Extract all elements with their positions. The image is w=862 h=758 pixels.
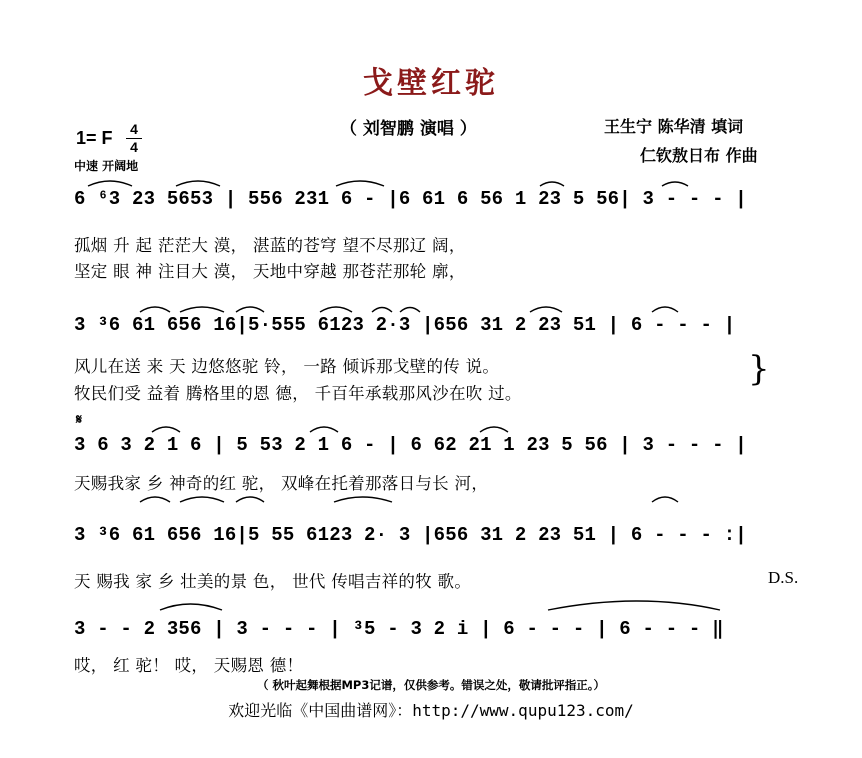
tempo-marking: 中速 开阔地 xyxy=(74,159,139,173)
slur-mark xyxy=(310,427,338,432)
slur-mark xyxy=(236,307,264,312)
slur-mark xyxy=(180,307,224,312)
lyricist-credit: 王生宁 陈华清 填词 xyxy=(604,117,744,136)
dal-segno-mark: D.S. xyxy=(768,568,799,587)
composer-credit: 仁钦敖日布 作曲 xyxy=(640,146,758,165)
repeat-brace: } xyxy=(748,349,770,389)
slur-mark xyxy=(320,307,352,312)
site-footer: 欢迎光临《中国曲谱网》：http://www.qupu123.com/ xyxy=(228,701,634,720)
staff-1-lyric-2: 坚定 眼 神 注目大 漠， 天地中穿越 那苍茫那轮 廓， xyxy=(74,262,466,281)
staff-2-lyric-2: 牧民们受 益着 腾格里的恩 德， 千百年承载那风沙在吹 过。 xyxy=(74,384,522,403)
time-signature-top: 4 xyxy=(130,121,138,137)
song-title: 戈壁红驼 xyxy=(363,66,499,101)
staff-2-lyric-1: 风儿在送 来 天 边悠悠驼 铃， 一路 倾诉那戈壁的传 说。 xyxy=(74,357,500,376)
staff-5-lyric-1: 哎， 红 驼！ 哎， 天赐恩 德！ xyxy=(74,656,304,675)
staff-1-notes: 6 ⁶3 23 5653 | 556 231 6 - |6 61 6 56 1 23 5 56| 3 - - - | xyxy=(74,188,747,210)
slur-mark xyxy=(480,427,508,432)
slur-mark xyxy=(548,601,720,610)
slur-mark xyxy=(334,497,392,502)
slur-mark xyxy=(176,181,220,186)
slur-mark xyxy=(236,497,264,502)
slur-mark xyxy=(652,307,678,312)
staff-3-notes: 3 6 3 2 1 6 | 5 53 2 1 6 - | 6 62 21 1 23 5 56 | 3 - - - | xyxy=(74,434,747,456)
key-signature: 1= F xyxy=(76,128,113,148)
staff-5-notes: 3 - - 2 356 | 3 - - - | ³5 - 3 2 i | 6 - - - | 6 - - - ‖ xyxy=(74,618,724,640)
slur-mark xyxy=(140,307,170,312)
staff-2-notes: 3 ³6 61 656 16|5·555 6123 2·3 |656 31 2 23 51 | 6 - - - | xyxy=(74,314,736,336)
slur-mark xyxy=(140,497,170,502)
staff-3-lyric-1: 天赐我家 乡 神奇的红 驼， 双峰在托着那落日与长 河， xyxy=(74,474,489,493)
slur-mark xyxy=(400,308,420,313)
singer-credit: （ 刘智鹏 演唱 ） xyxy=(340,119,477,139)
staff-4-lyric-1: 天 赐我 家 乡 壮美的景 色， 世代 传唱吉祥的牧 歌。 xyxy=(74,572,472,591)
slur-mark xyxy=(180,497,224,502)
time-signature-bottom: 4 xyxy=(130,139,138,155)
slur-mark xyxy=(372,308,392,313)
slur-mark xyxy=(160,604,222,610)
slur-mark xyxy=(152,427,180,432)
transcription-note: （ 秋叶起舞根据MP3记谱，仅供参考。错误之处，敬请批评指正。） xyxy=(256,678,606,692)
slur-mark xyxy=(88,181,132,186)
segno-sign: 𝄋 xyxy=(76,412,83,428)
staff-1-lyric-1: 孤烟 升 起 茫茫大 漠， 湛蓝的苍穹 望不尽那辽 阔， xyxy=(74,236,466,255)
slur-mark xyxy=(336,181,384,186)
slur-mark xyxy=(530,307,562,312)
slur-mark xyxy=(662,182,688,186)
slur-mark xyxy=(652,497,678,502)
staff-4-notes: 3 ³6 61 656 16|5 55 6123 2· 3 |656 31 2 23 51 | 6 - - - :| xyxy=(74,524,747,546)
slur-mark xyxy=(540,182,564,186)
